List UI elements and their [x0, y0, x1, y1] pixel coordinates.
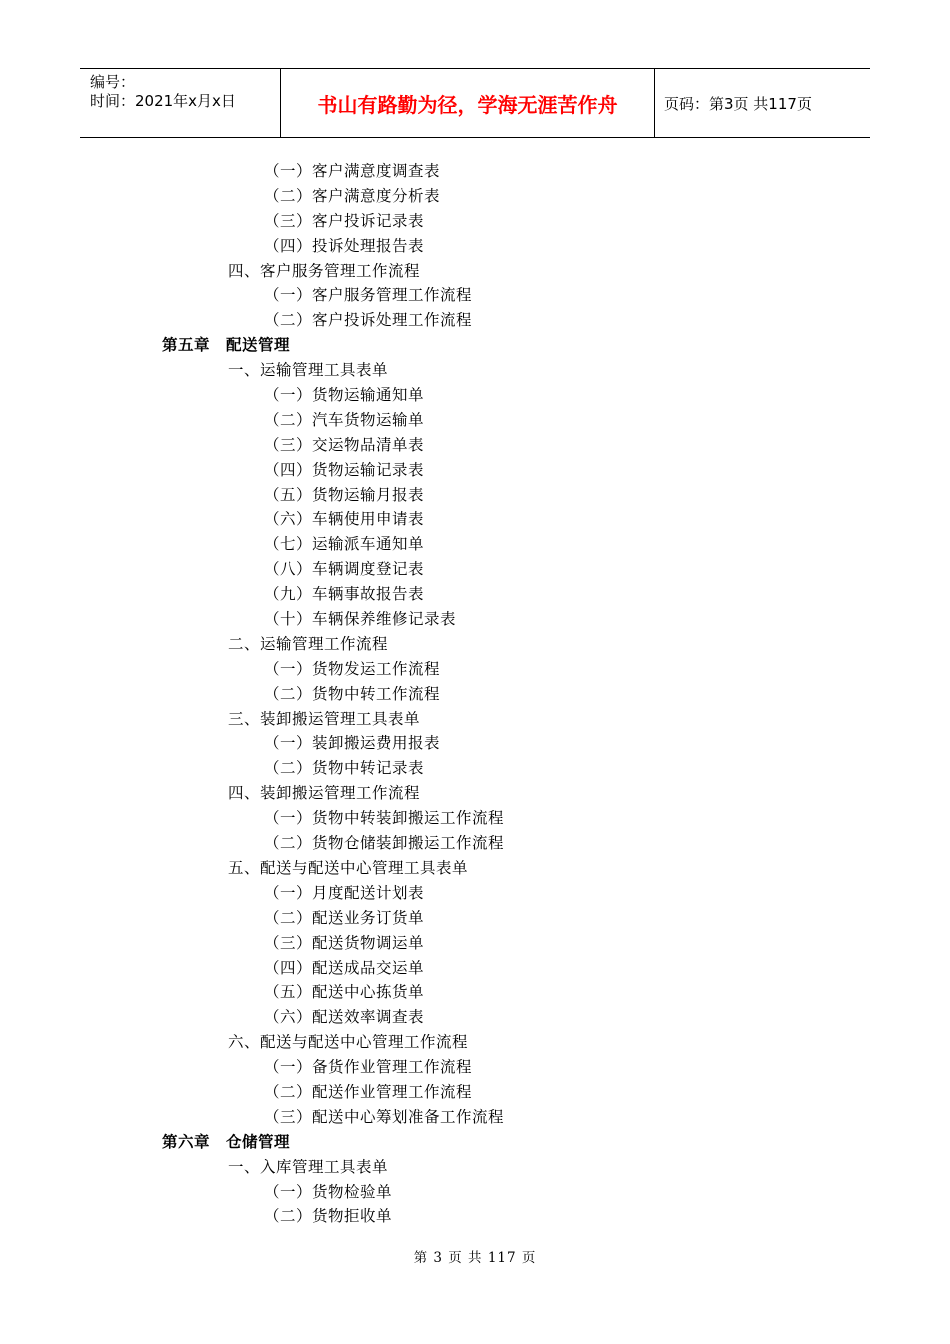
- toc-item: （二）货物仓储装卸搬运工作流程: [264, 834, 505, 853]
- toc-item: （一）月度配送计划表: [264, 883, 425, 902]
- toc-section: 四、装卸搬运管理工作流程: [228, 784, 421, 803]
- toc-item: （一）装卸搬运费用报表: [264, 734, 441, 753]
- toc-item: （二）货物拒收单: [264, 1207, 393, 1226]
- toc-section: 三、装卸搬运管理工具表单: [228, 709, 421, 728]
- header-meta: [80, 69, 280, 137]
- toc-item: （一）货物运输通知单: [264, 386, 425, 405]
- toc-item: （四）投诉处理报告表: [264, 236, 425, 255]
- page-header: [80, 68, 870, 138]
- toc-section: 二、运输管理工作流程: [228, 634, 389, 653]
- toc-item: （三）交运物品清单表: [264, 435, 425, 454]
- toc-section: 一、运输管理工具表单: [228, 361, 389, 380]
- toc-item: （五）配送中心拣货单: [264, 983, 425, 1002]
- toc-section: 四、客户服务管理工作流程: [228, 261, 421, 280]
- toc-item: （二）配送业务订货单: [264, 908, 425, 927]
- toc-item: （二）货物中转工作流程: [264, 684, 441, 703]
- toc-item: （三）配送中心筹划准备工作流程: [264, 1107, 505, 1126]
- toc-item: （一）货物中转装卸搬运工作流程: [264, 809, 505, 828]
- toc-item: （九）车辆事故报告表: [264, 585, 425, 604]
- toc-item: （三）配送货物调运单: [264, 933, 425, 952]
- toc-item: （七）运输派车通知单: [264, 535, 425, 554]
- toc-item: （一）货物发运工作流程: [264, 659, 441, 678]
- toc-item: （四）货物运输记录表: [264, 460, 425, 479]
- toc-item: （二）客户投诉处理工作流程: [264, 311, 473, 330]
- toc-item: （一）货物检验单: [264, 1182, 393, 1201]
- toc-chapter: 第五章 配送管理: [162, 336, 291, 355]
- toc-section: 五、配送与配送中心管理工具表单: [228, 858, 469, 877]
- header-page-info: 页码：第3页 共117页: [664, 94, 812, 113]
- header-motto: 书山有路勤为径，学海无涯苦作舟: [280, 69, 655, 137]
- table-of-contents: [0, 159, 950, 1229]
- toc-item: （二）客户满意度分析表: [264, 186, 441, 205]
- toc-chapter: 第六章 仓储管理: [162, 1132, 291, 1151]
- toc-item: （三）客户投诉记录表: [264, 211, 425, 230]
- toc-item: （二）配送作业管理工作流程: [264, 1082, 473, 1101]
- document-number-label: 编号：: [90, 73, 136, 91]
- toc-item: （八）车辆调度登记表: [264, 560, 425, 579]
- toc-section: 一、入库管理工具表单: [228, 1157, 389, 1176]
- page-footer: 第 3 页 共 117 页: [413, 1250, 537, 1266]
- toc-item: （十）车辆保养维修记录表: [264, 610, 457, 629]
- toc-item: （六）车辆使用申请表: [264, 510, 425, 529]
- toc-item: （二）汽车货物运输单: [264, 410, 425, 429]
- toc-item: （二）货物中转记录表: [264, 759, 425, 778]
- toc-section: 六、配送与配送中心管理工作流程: [228, 1033, 469, 1052]
- toc-item: （四）配送成品交运单: [264, 958, 425, 977]
- toc-item: （一）备货作业管理工作流程: [264, 1058, 473, 1077]
- toc-item: （一）客户服务管理工作流程: [264, 286, 473, 305]
- toc-item: （五）货物运输月报表: [264, 485, 425, 504]
- toc-item: （一）客户满意度调查表: [264, 162, 441, 180]
- toc-item: （六）配送效率调查表: [264, 1008, 425, 1027]
- document-time-label: 时间：2021年x月x日: [90, 92, 236, 110]
